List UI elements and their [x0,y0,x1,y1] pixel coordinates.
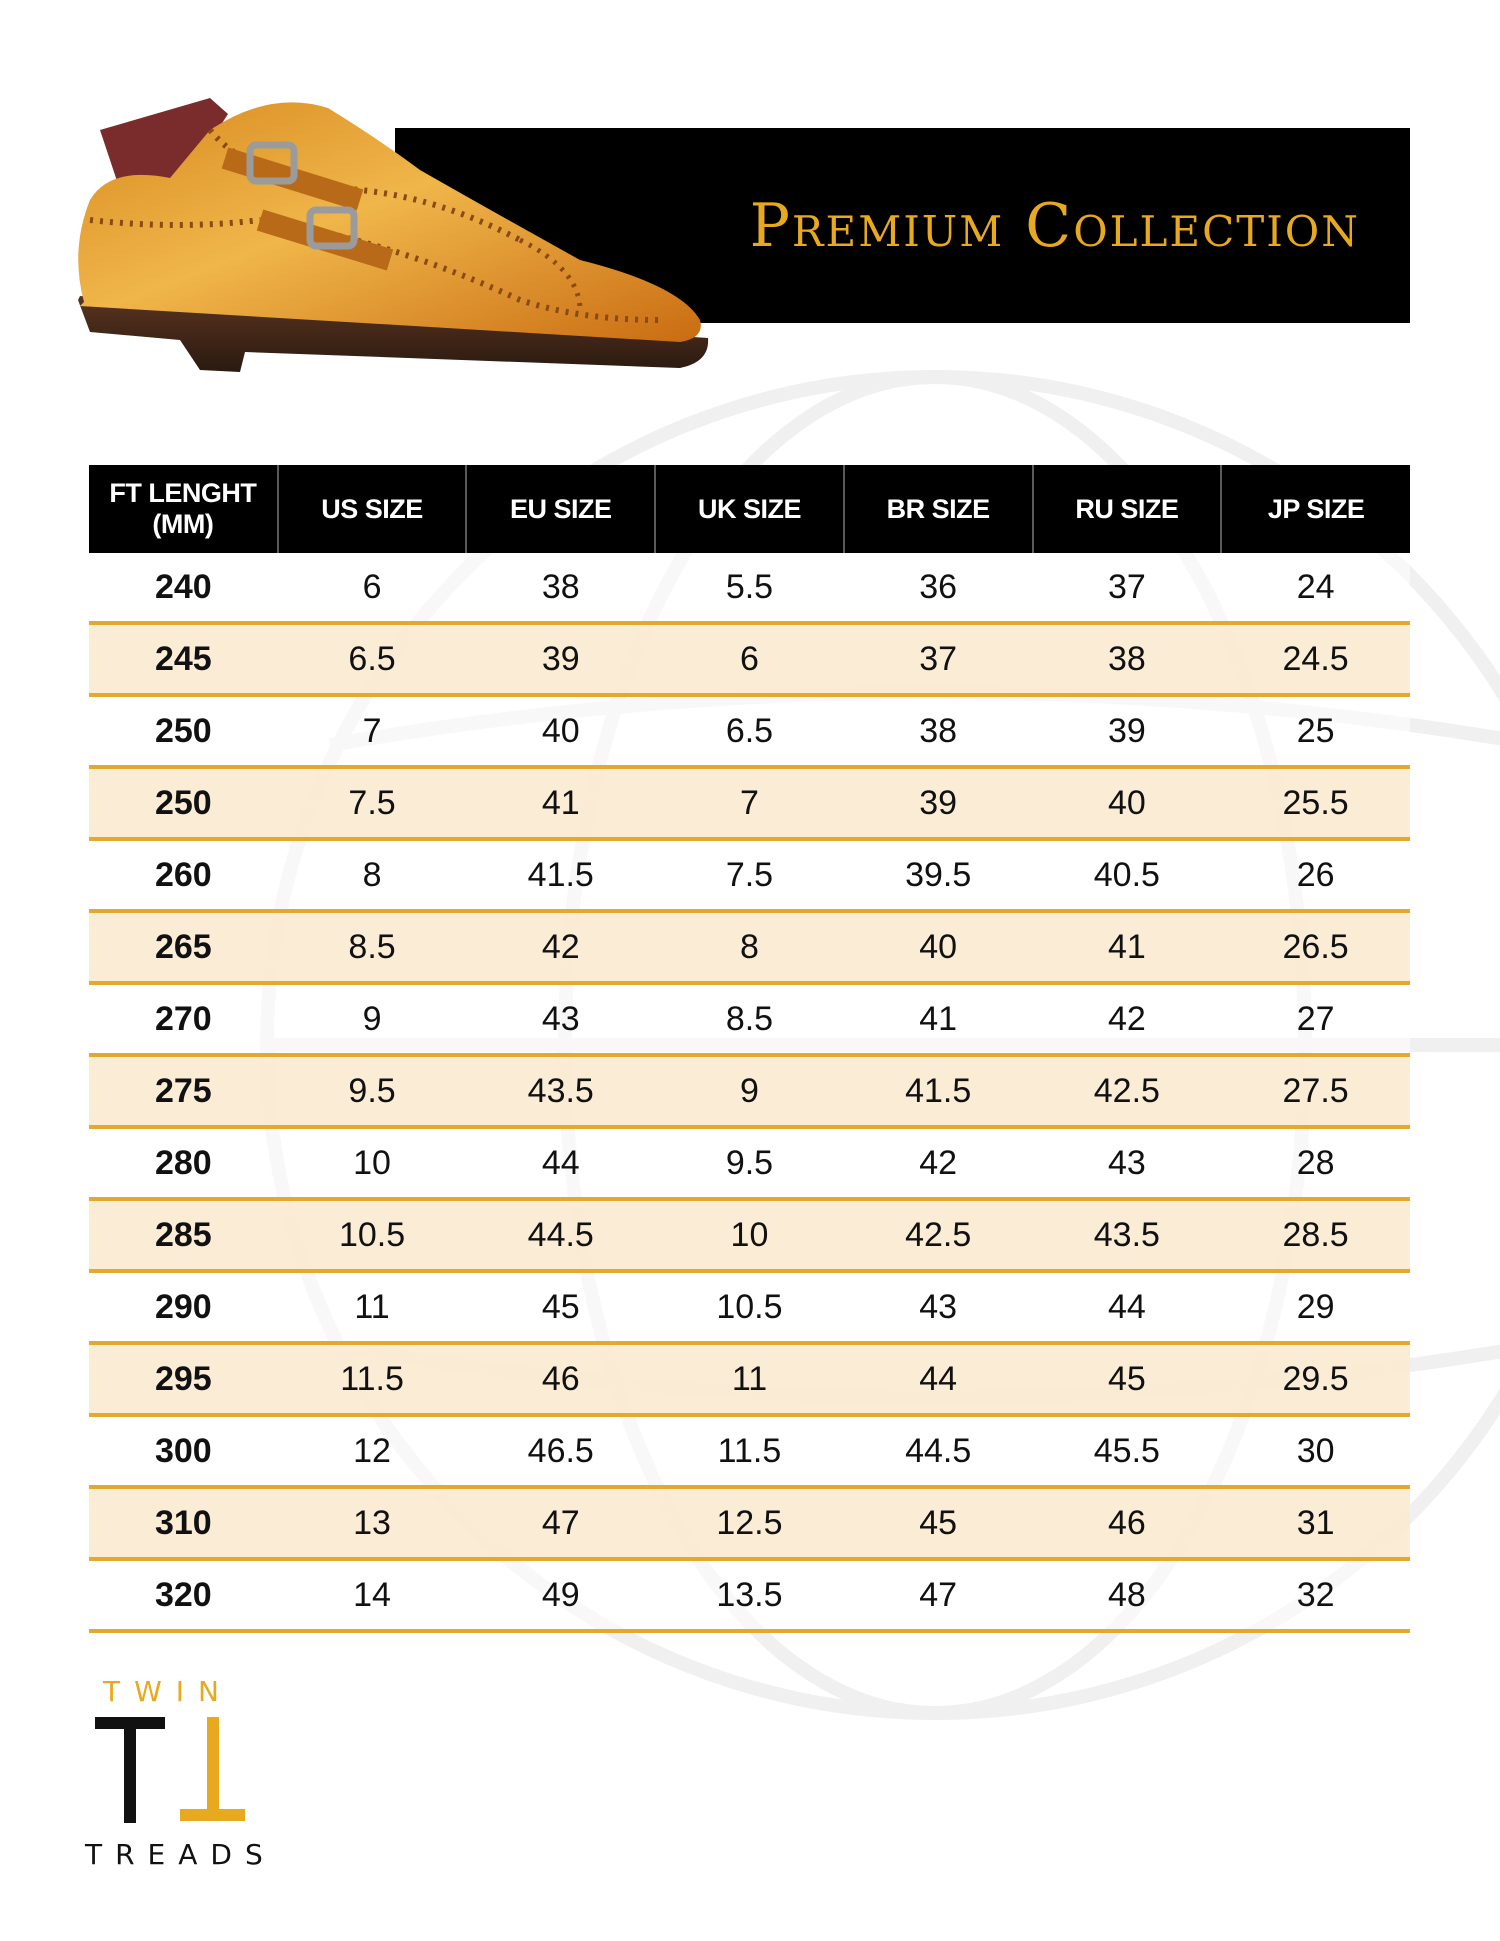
banner-title: Premium Collection [749,190,1360,261]
table-header-row [89,465,1410,553]
table-row [89,1343,1410,1415]
cell-us-size: 14 [278,1559,467,1631]
cell-ft-length: 270 [89,983,278,1055]
cell-ft-length: 265 [89,911,278,983]
cell-br-size: 41.5 [844,1055,1033,1127]
table-row [89,553,1410,623]
cell-ft-length: 275 [89,1055,278,1127]
cell-ru-size: 40.5 [1033,839,1222,911]
cell-uk-size: 7 [655,767,844,839]
cell-br-size: 44 [844,1343,1033,1415]
cell-ft-length: 250 [89,767,278,839]
table-row [89,983,1410,1055]
column-header-br-size: BR SIZE [844,465,1033,553]
cell-br-size: 39 [844,767,1033,839]
table-row [89,1199,1410,1271]
cell-jp-size: 30 [1221,1415,1410,1487]
cell-uk-size: 10 [655,1199,844,1271]
cell-ft-length: 310 [89,1487,278,1559]
cell-jp-size: 32 [1221,1559,1410,1631]
cell-jp-size: 29.5 [1221,1343,1410,1415]
cell-ru-size: 40 [1033,767,1222,839]
cell-ft-length: 290 [89,1271,278,1343]
cell-us-size: 6.5 [278,623,467,695]
cell-ru-size: 48 [1033,1559,1222,1631]
cell-us-size: 10 [278,1127,467,1199]
cell-br-size: 37 [844,623,1033,695]
table-row [89,623,1410,695]
cell-ru-size: 43 [1033,1127,1222,1199]
cell-jp-size: 25 [1221,695,1410,767]
cell-ft-length: 250 [89,695,278,767]
cell-ru-size: 44 [1033,1271,1222,1343]
cell-eu-size: 43.5 [466,1055,655,1127]
cell-eu-size: 47 [466,1487,655,1559]
table-row [89,1487,1410,1559]
cell-uk-size: 7.5 [655,839,844,911]
cell-ft-length: 260 [89,839,278,911]
cell-eu-size: 44 [466,1127,655,1199]
cell-us-size: 13 [278,1487,467,1559]
cell-ru-size: 45.5 [1033,1415,1222,1487]
cell-br-size: 39.5 [844,839,1033,911]
cell-us-size: 11.5 [278,1343,467,1415]
cell-uk-size: 6.5 [655,695,844,767]
cell-us-size: 7 [278,695,467,767]
table-row [89,767,1410,839]
cell-ru-size: 37 [1033,553,1222,623]
cell-jp-size: 27 [1221,983,1410,1055]
cell-us-size: 8 [278,839,467,911]
table-row [89,1415,1410,1487]
cell-eu-size: 38 [466,553,655,623]
cell-br-size: 43 [844,1271,1033,1343]
table-row [89,839,1410,911]
cell-ft-length: 240 [89,553,278,623]
monk-strap-shoe-image [60,70,740,390]
cell-ft-length: 280 [89,1127,278,1199]
cell-uk-size: 8 [655,911,844,983]
column-header-eu-size: EU SIZE [466,465,655,553]
logo-top-text: TWIN [103,1675,233,1708]
cell-jp-size: 24 [1221,553,1410,623]
column-header-us-size: US SIZE [278,465,467,553]
cell-uk-size: 8.5 [655,983,844,1055]
cell-eu-size: 43 [466,983,655,1055]
column-header-jp-size: JP SIZE [1221,465,1410,553]
table-row [89,1271,1410,1343]
cell-eu-size: 49 [466,1559,655,1631]
cell-us-size: 11 [278,1271,467,1343]
cell-br-size: 36 [844,553,1033,623]
cell-eu-size: 41.5 [466,839,655,911]
cell-uk-size: 9 [655,1055,844,1127]
column-header-ru-size: RU SIZE [1033,465,1222,553]
cell-jp-size: 26.5 [1221,911,1410,983]
twin-treads-logo-mark [95,1713,245,1825]
cell-us-size: 12 [278,1415,467,1487]
cell-us-size: 8.5 [278,911,467,983]
cell-jp-size: 25.5 [1221,767,1410,839]
cell-uk-size: 6 [655,623,844,695]
cell-br-size: 44.5 [844,1415,1033,1487]
cell-ru-size: 39 [1033,695,1222,767]
cell-jp-size: 26 [1221,839,1410,911]
logo-bottom-text: TREADS [85,1838,276,1871]
cell-us-size: 7.5 [278,767,467,839]
table-row [89,1127,1410,1199]
cell-ft-length: 295 [89,1343,278,1415]
cell-jp-size: 24.5 [1221,623,1410,695]
cell-jp-size: 28 [1221,1127,1410,1199]
table-row [89,1559,1410,1631]
cell-uk-size: 10.5 [655,1271,844,1343]
cell-jp-size: 31 [1221,1487,1410,1559]
table-row [89,695,1410,767]
cell-ru-size: 42.5 [1033,1055,1222,1127]
cell-br-size: 45 [844,1487,1033,1559]
cell-uk-size: 5.5 [655,553,844,623]
cell-eu-size: 46.5 [466,1415,655,1487]
cell-ru-size: 42 [1033,983,1222,1055]
cell-us-size: 10.5 [278,1199,467,1271]
column-header-uk-size: UK SIZE [655,465,844,553]
cell-br-size: 42.5 [844,1199,1033,1271]
cell-uk-size: 9.5 [655,1127,844,1199]
cell-ft-length: 300 [89,1415,278,1487]
cell-eu-size: 41 [466,767,655,839]
twin-treads-logo [85,1675,276,1875]
cell-uk-size: 11 [655,1343,844,1415]
cell-uk-size: 12.5 [655,1487,844,1559]
cell-ru-size: 43.5 [1033,1199,1222,1271]
size-chart-table [89,465,1410,1633]
cell-ru-size: 46 [1033,1487,1222,1559]
cell-br-size: 40 [844,911,1033,983]
cell-eu-size: 45 [466,1271,655,1343]
cell-br-size: 41 [844,983,1033,1055]
cell-ft-length: 285 [89,1199,278,1271]
cell-ft-length: 320 [89,1559,278,1631]
cell-ft-length: 245 [89,623,278,695]
cell-eu-size: 42 [466,911,655,983]
table-row [89,1055,1410,1127]
cell-us-size: 9.5 [278,1055,467,1127]
cell-uk-size: 11.5 [655,1415,844,1487]
cell-eu-size: 46 [466,1343,655,1415]
cell-eu-size: 39 [466,623,655,695]
cell-ru-size: 45 [1033,1343,1222,1415]
cell-br-size: 42 [844,1127,1033,1199]
cell-ru-size: 38 [1033,623,1222,695]
cell-br-size: 47 [844,1559,1033,1631]
cell-jp-size: 29 [1221,1271,1410,1343]
cell-us-size: 6 [278,553,467,623]
cell-eu-size: 40 [466,695,655,767]
cell-ru-size: 41 [1033,911,1222,983]
cell-br-size: 38 [844,695,1033,767]
table-body [89,553,1410,1631]
table-row [89,911,1410,983]
cell-eu-size: 44.5 [466,1199,655,1271]
cell-uk-size: 13.5 [655,1559,844,1631]
cell-jp-size: 28.5 [1221,1199,1410,1271]
cell-jp-size: 27.5 [1221,1055,1410,1127]
column-header-ft-length: FT LENGHT (MM) [89,465,278,553]
cell-us-size: 9 [278,983,467,1055]
